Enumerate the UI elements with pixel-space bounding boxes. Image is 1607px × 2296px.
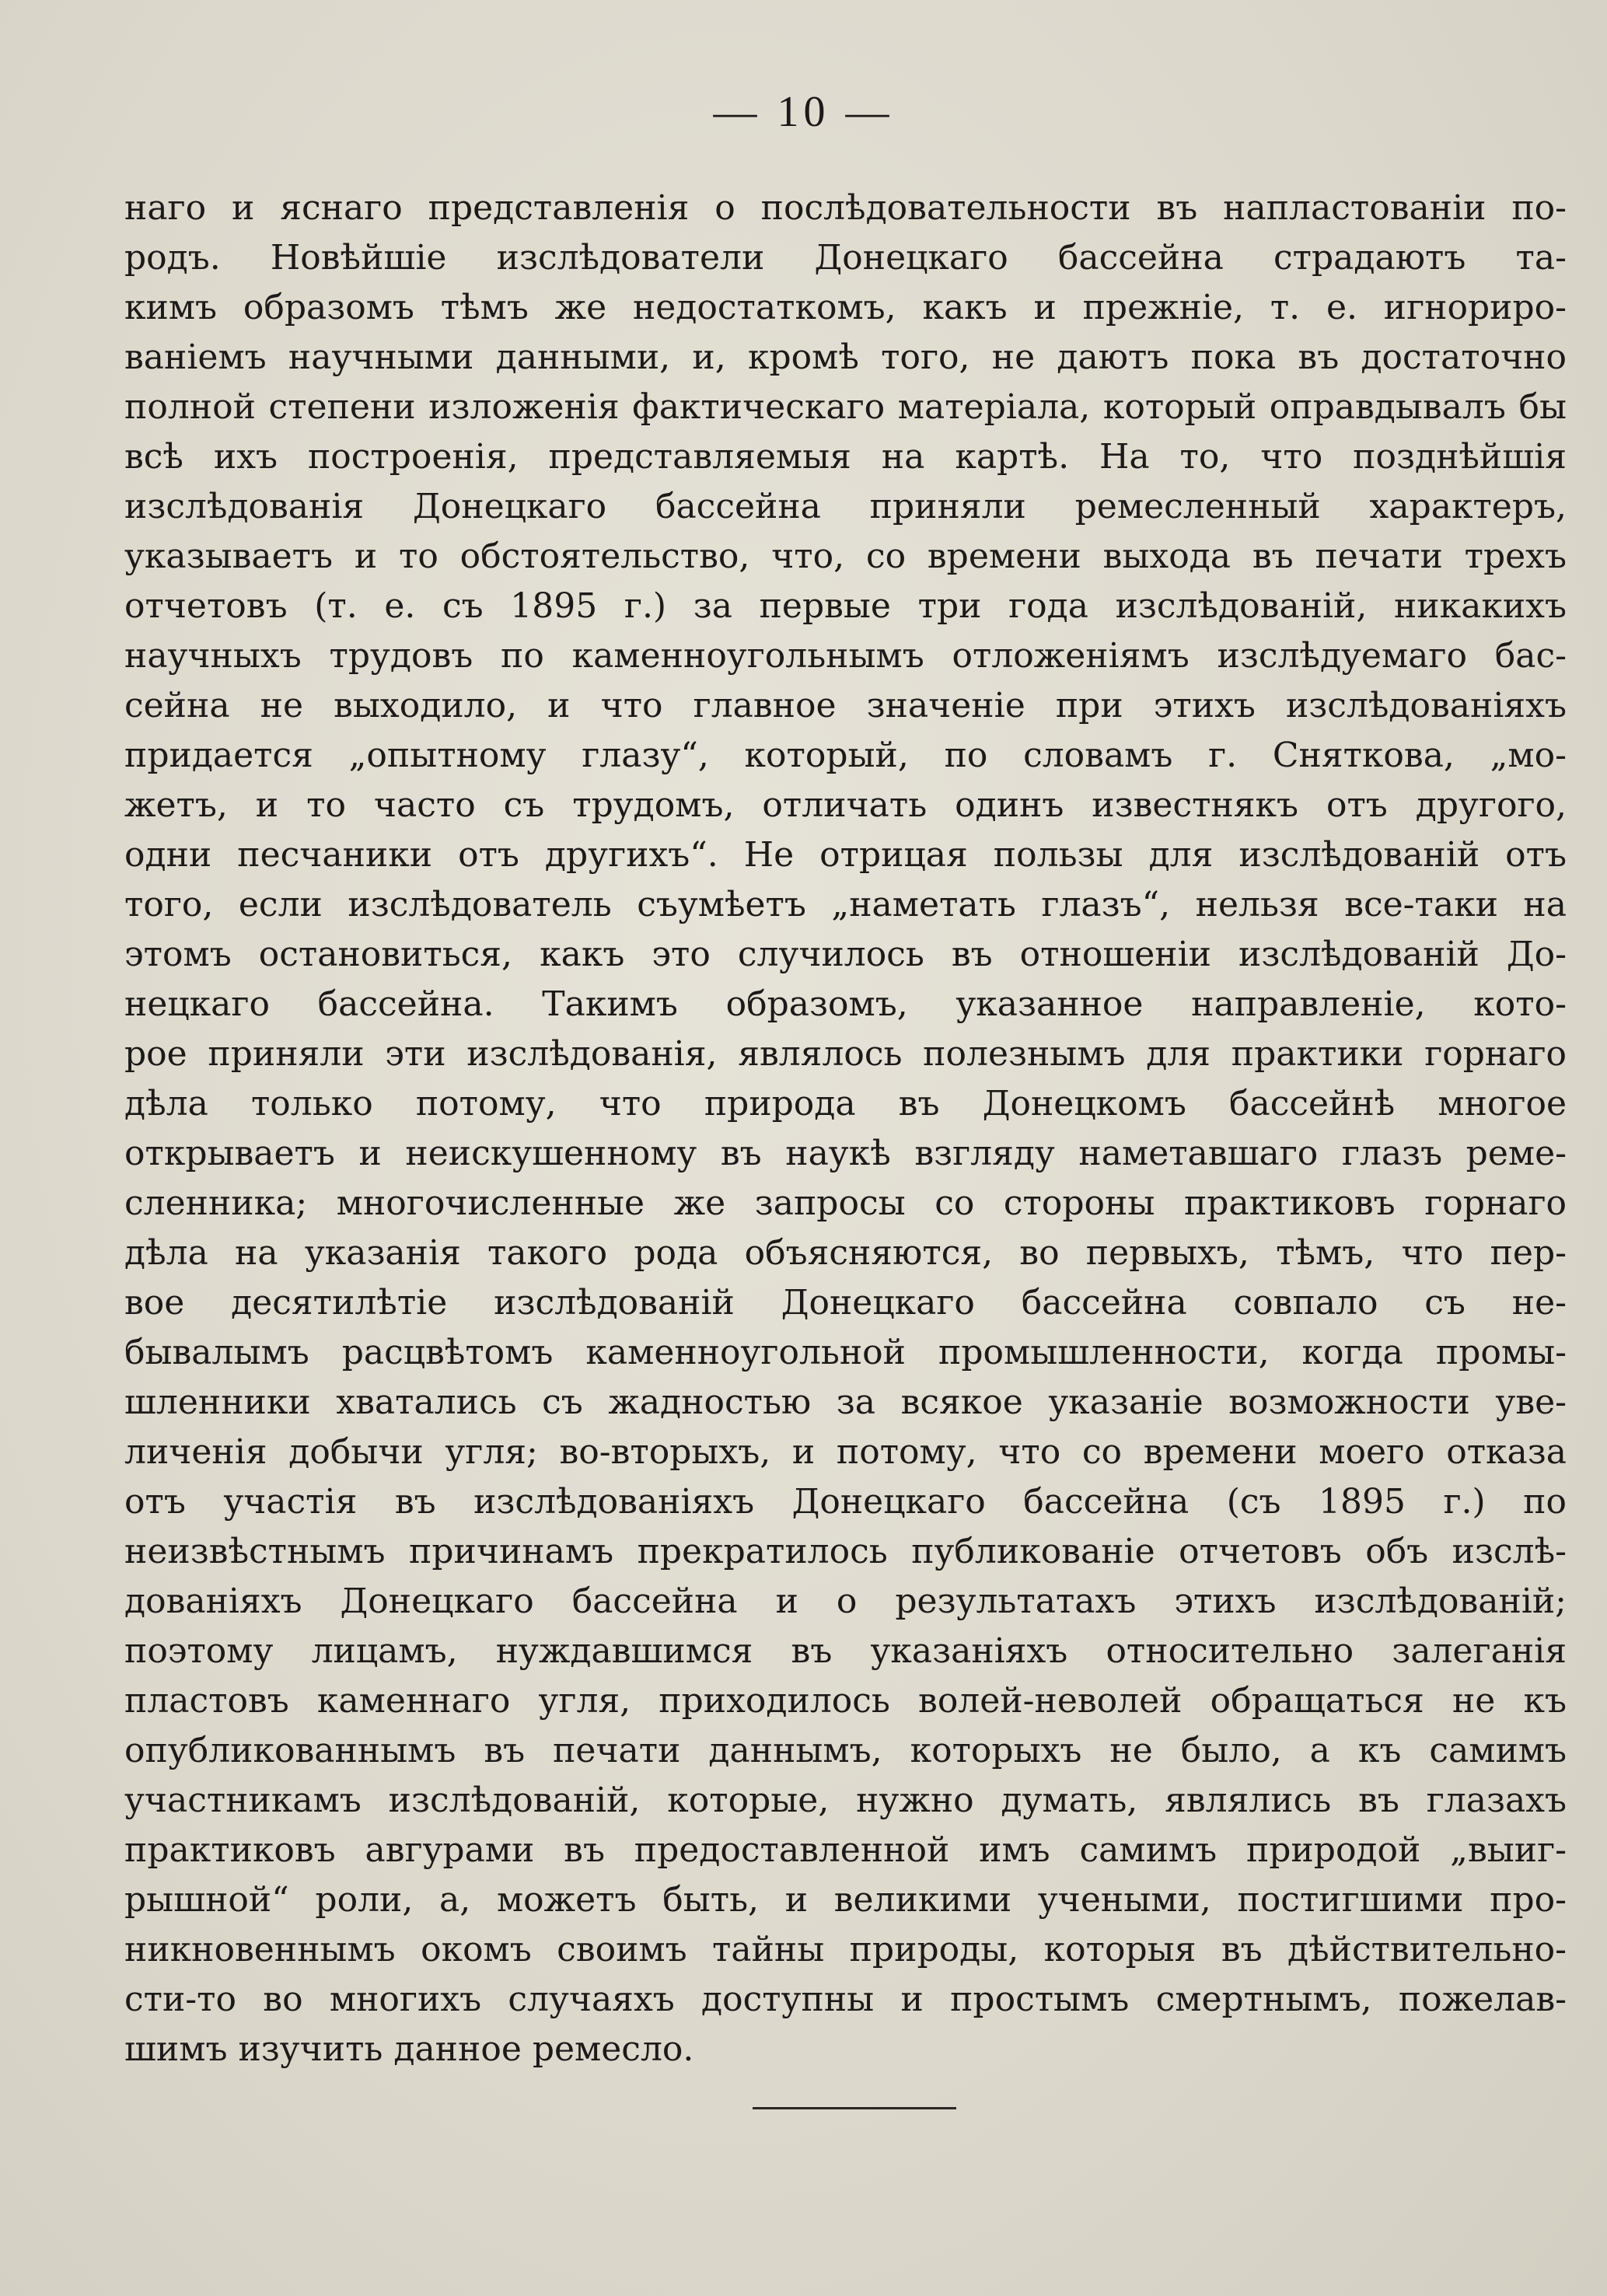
text-line: наго и яснаго представленія о послѣдовательности въ напластованіи по- [124, 188, 1567, 228]
text-line: придается „опытному глазу“, который, по словамъ г. Снятковa, „мо- [124, 736, 1567, 775]
text-line: указываетъ и то обстоятельство, что, со времени выхода въ печати трехъ [124, 536, 1567, 576]
text-line: рышной“ роли, а, можетъ быть, и великими учеными, постигшими про- [124, 1880, 1567, 1920]
text-line: дѣла только потому, что природа въ Донецкомъ бассейнѣ многое [124, 1084, 1567, 1124]
text-line: бывалымъ расцвѣтомъ каменноугольной промышленности, когда промы- [124, 1333, 1567, 1372]
text-line: родъ. Новѣйшіе изслѣдователи Донецкаго бассейна страдаютъ та- [124, 238, 1567, 278]
text-line: кимъ образомъ тѣмъ же недостаткомъ, какъ и прежніе, т. е. игнориро- [124, 288, 1567, 327]
text-line: отчетовъ (т. е. съ 1895 г.) за первые три года изслѣдованій, никакихъ [124, 586, 1567, 626]
text-line: неизвѣстнымъ причинамъ прекратилось публикованіе отчетовъ объ изслѣ- [124, 1532, 1567, 1571]
text-line: шимъ изучить данное ремесло. [124, 2029, 694, 2069]
text-line: вое десятилѣтіе изслѣдованій Донецкаго бассейна совпало съ не- [124, 1283, 1567, 1323]
text-line: изслѣдованія Донецкаго бассейна приняли ремесленный характеръ, [124, 487, 1567, 526]
text-line: одни песчаники отъ другихъ“. Не отрицая пользы для изслѣдованій отъ [124, 835, 1567, 875]
text-line: ваніемъ научными данными, и, кромѣ того, не даютъ пока въ достаточно [124, 337, 1567, 377]
text-line: сленника; многочисленные же запросы со стороны практиковъ горнаго [124, 1183, 1567, 1223]
text-line: полной степени изложенія фактическаго матеріала, который оправдывалъ бы [124, 387, 1567, 427]
text-line: отъ участія въ изслѣдованіяхъ Донецкаго бассейна (съ 1895 г.) по [124, 1482, 1567, 1522]
text-line: дованіяхъ Донецкаго бассейна и о результатахъ этихъ изслѣдованій; [124, 1581, 1567, 1621]
text-line: личенія добычи угля; во-вторыхъ, и потому, что со времени моего отказа [124, 1432, 1567, 1472]
text-line: нецкаго бассейна. Такимъ образомъ, указанное направленіе, кото- [124, 984, 1567, 1024]
text-line: этомъ остановиться, какъ это случилось въ отношеніи изслѣдованій До- [124, 935, 1567, 974]
text-line: дѣла на указанія такого рода объясняются, во первыхъ, тѣмъ, что пер- [124, 1233, 1567, 1273]
text-line: сейна не выходило, и что главное значеніе при этихъ изслѣдованіяхъ [124, 686, 1567, 725]
text-line: никновеннымъ окомъ своимъ тайны природы, которыя въ дѣйствительно- [124, 1930, 1567, 1969]
text-line: научныхъ трудовъ по каменноугольнымъ отложеніямъ изслѣдуемаго бас- [124, 636, 1567, 676]
section-end-rule [753, 2107, 956, 2109]
text-line: практиковъ авгурами въ предоставленной имъ самимъ природой „выиг- [124, 1830, 1567, 1870]
text-line: опубликованнымъ въ печати даннымъ, которыхъ не было, а къ самимъ [124, 1731, 1567, 1770]
body-text [124, 183, 1567, 2074]
text-line: всѣ ихъ построенія, представляемыя на картѣ. На то, что позднѣйшія [124, 437, 1567, 477]
text-line: рое приняли эти изслѣдованія, являлось полезнымъ для практики горнаго [124, 1034, 1567, 1074]
text-line: жетъ, и то часто съ трудомъ, отличать одинъ известнякъ отъ другого, [124, 785, 1567, 825]
text-line: сти-то во многихъ случаяхъ доступны и простымъ смертнымъ, пожелав- [124, 1980, 1567, 2019]
page-number: — 10 — [713, 88, 894, 136]
text-line: открываетъ и неискушенному въ наукѣ взгляду наметавшаго глазъ реме- [124, 1134, 1567, 1173]
text-line: того, если изслѣдователь съумѣетъ „наметать глазъ“, нельзя все-таки на [124, 885, 1567, 924]
text-line: шленники хватались съ жадностью за всякое указаніе возможности уве- [124, 1382, 1567, 1422]
text-line: поэтому лицамъ, нуждавшимся въ указаніяхъ относительно залеганія [124, 1631, 1567, 1671]
text-line: участникамъ изслѣдованій, которые, нужно думать, являлись въ глазахъ [124, 1781, 1567, 1820]
text-line: пластовъ каменнаго угля, приходилось волей-неволей обращаться не къ [124, 1681, 1567, 1721]
